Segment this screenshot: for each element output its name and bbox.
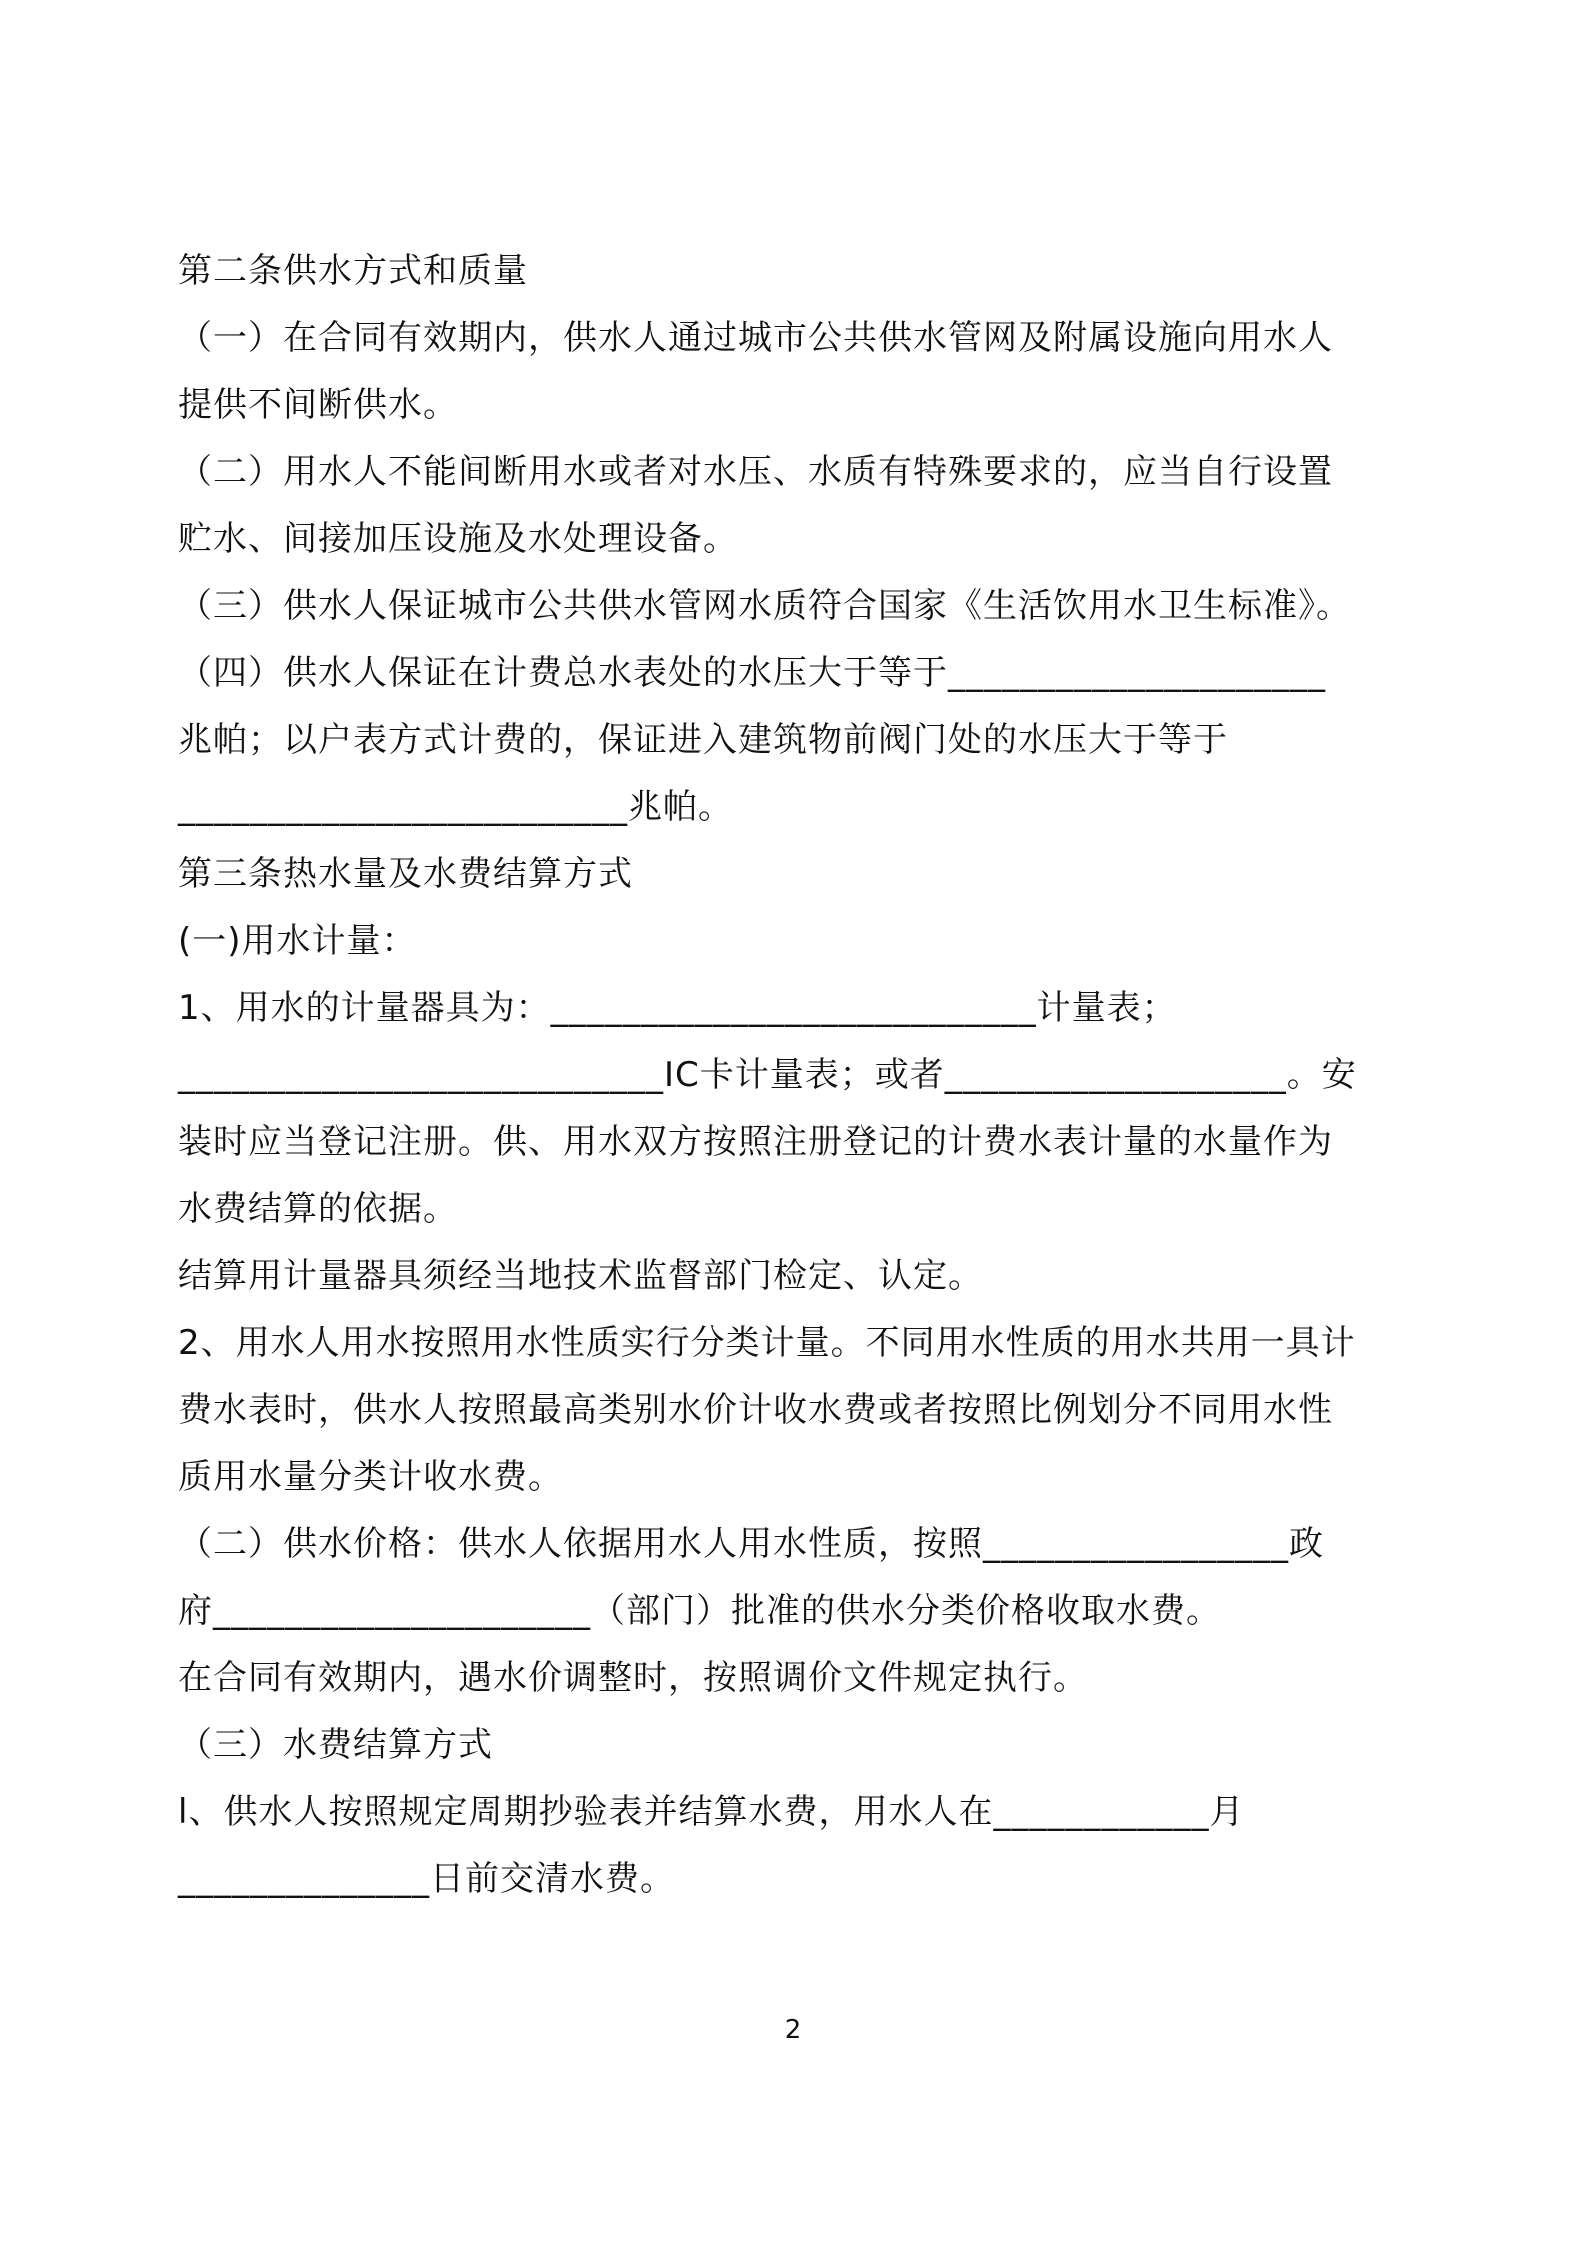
paragraph-line: 质用水量分类计收水费。 xyxy=(178,1457,563,1497)
paragraph-line: 装时应当登记注册。供、用水双方按照注册登记的计费水表计量的水量作为 xyxy=(178,1122,1333,1162)
paragraph-line: （三）水费结算方式 xyxy=(178,1725,493,1765)
section-heading-3: 第三条热水量及水费结算方式 xyxy=(178,854,633,894)
paragraph-line: 提供不间断供水。 xyxy=(178,385,458,425)
paragraph-line: 结算用计量器具须经当地技术监督部门检定、认定。 xyxy=(178,1256,983,1296)
paragraph-line: （二）用水人不能间断用水或者对水压、水质有特殊要求的，应当自行设置 xyxy=(178,452,1333,492)
paragraph-line: l、供水人按照规定周期抄验表并结算水费，用水人在____________月 xyxy=(178,1792,1245,1832)
paragraph-line: ______________日前交清水费。 xyxy=(178,1859,675,1899)
paragraph-line: ___________________________IC卡计量表；或者___________________。安 xyxy=(178,1055,1357,1095)
paragraph-line: (一)用水计量： xyxy=(178,921,417,961)
paragraph-line: 2、用水人用水按照用水性质实行分类计量。不同用水性质的用水共用一具计 xyxy=(178,1323,1356,1363)
paragraph-line: （三）供水人保证城市公共供水管网水质符合国家《生活饮用水卫生标准》。 xyxy=(178,586,1351,626)
page-number: 2 xyxy=(784,2015,802,2045)
paragraph-line: （四）供水人保证在计费总水表处的水压大于等于_____________________ xyxy=(178,653,1326,693)
paragraph-line: 在合同有效期内，遇水价调整时，按照调价文件规定执行。 xyxy=(178,1658,1088,1698)
paragraph-line: 贮水、间接加压设施及水处理设备。 xyxy=(178,519,738,559)
document-body xyxy=(178,238,1458,1913)
paragraph-line: 兆帕；以户表方式计费的，保证进入建筑物前阀门处的水压大于等于 xyxy=(178,720,1228,760)
section-heading-2: 第二条供水方式和质量 xyxy=(178,251,528,291)
paragraph-line: _________________________兆帕。 xyxy=(178,787,733,827)
paragraph-line: 1、用水的计量器具为：___________________________计量表； xyxy=(178,988,1177,1028)
paragraph-line: （二）供水价格：供水人依据用水人用水性质，按照_________________政 xyxy=(178,1524,1324,1564)
paragraph-line: （一）在合同有效期内，供水人通过城市公共供水管网及附属设施向用水人 xyxy=(178,318,1333,358)
paragraph-line: 费水表时，供水人按照最高类别水价计收水费或者按照比例划分不同用水性 xyxy=(178,1390,1333,1430)
paragraph-line: 府_____________________（部门）批准的供水分类价格收取水费。 xyxy=(178,1591,1221,1631)
paragraph-line: 水费结算的依据。 xyxy=(178,1189,458,1229)
